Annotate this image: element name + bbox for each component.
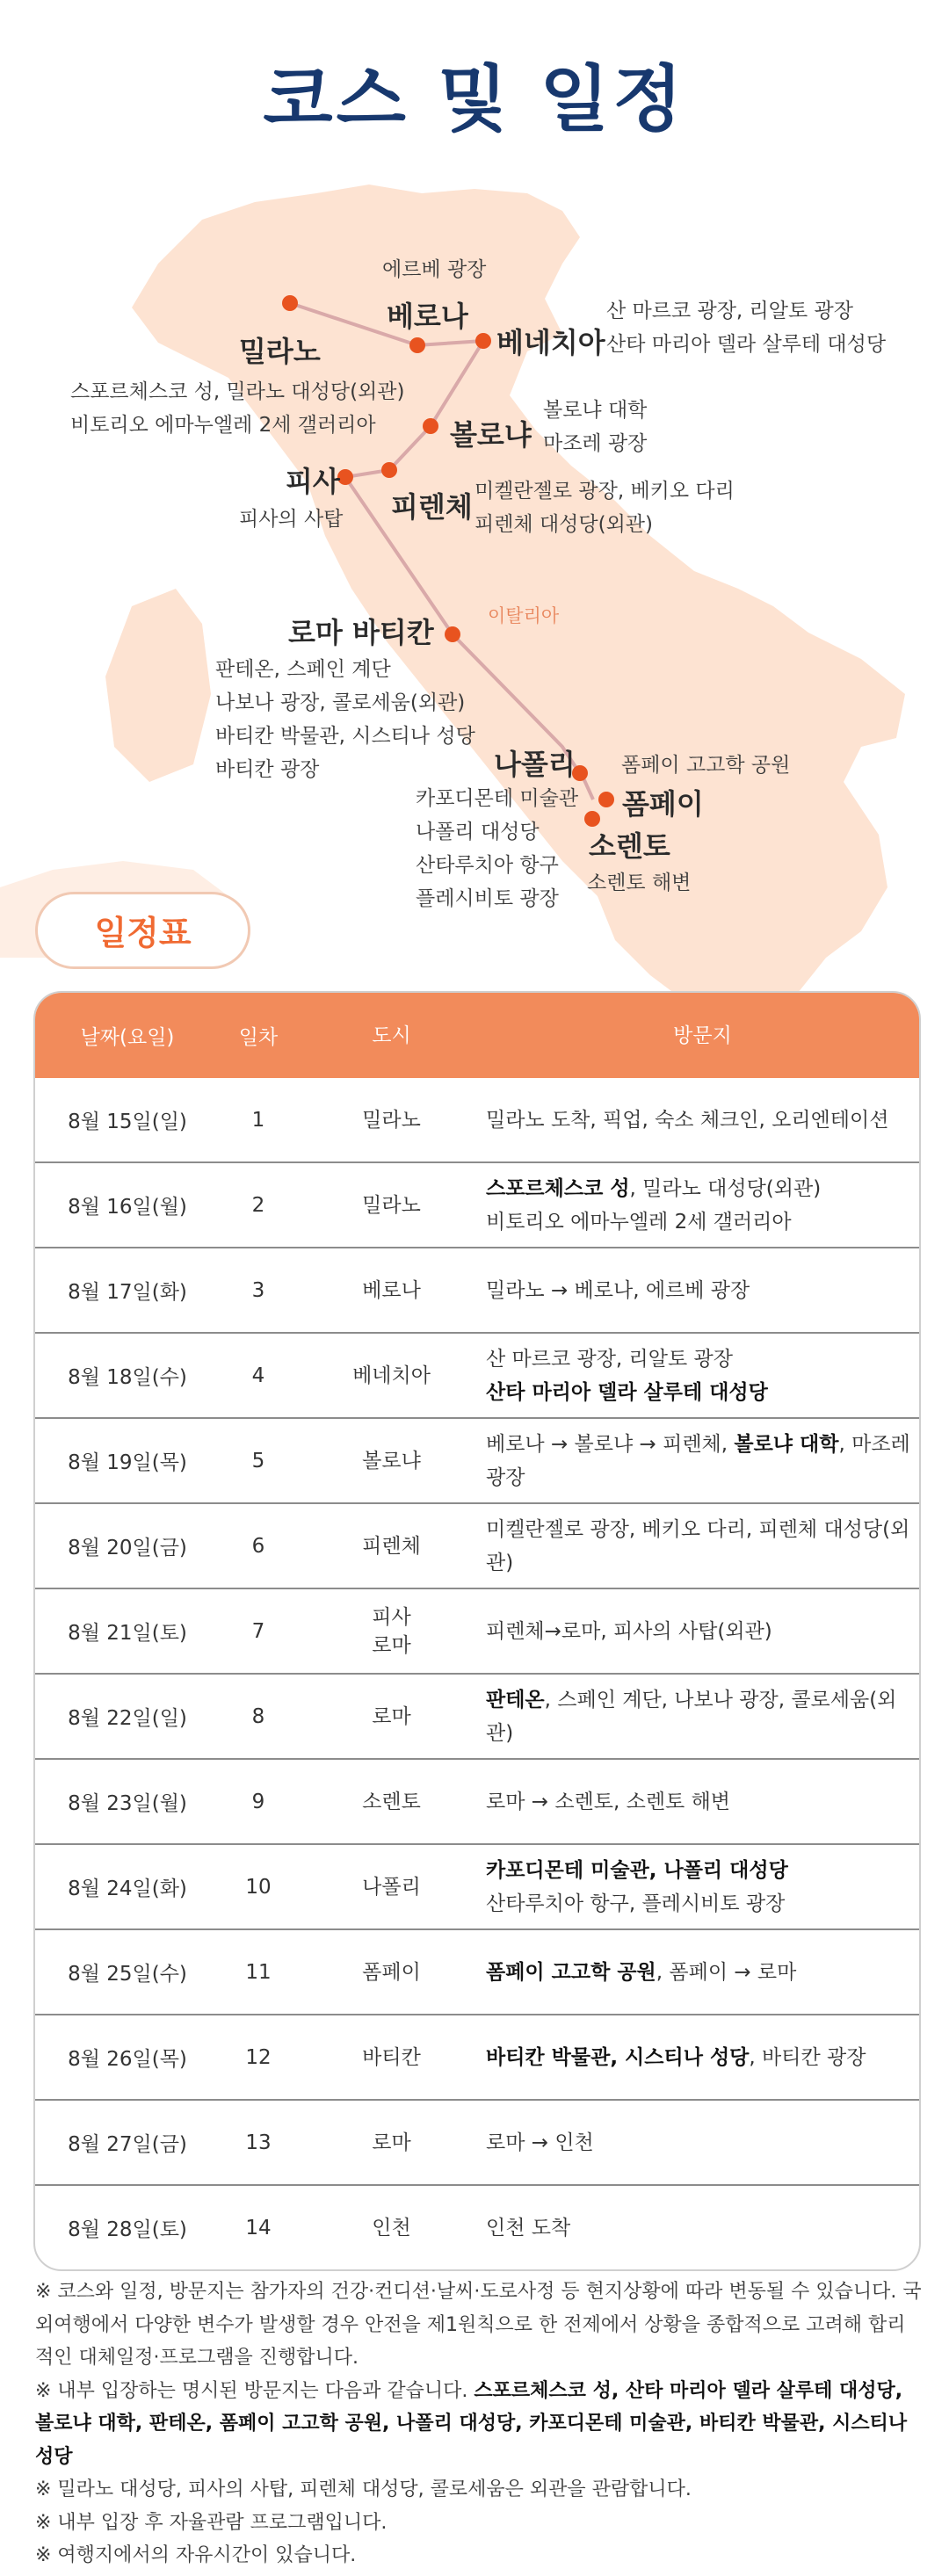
cell-city bbox=[297, 1703, 486, 1731]
note-item bbox=[35, 2375, 923, 2474]
cell-visit bbox=[486, 2211, 919, 2245]
text-run: 베로나 → 볼로냐 → 피렌체, bbox=[486, 1432, 735, 1456]
visit-line bbox=[486, 1615, 919, 1648]
cell-date: 8월 27일(금) bbox=[68, 2133, 187, 2156]
text-run: 인천 도착 bbox=[486, 2216, 571, 2240]
city-bologna: 볼로냐 bbox=[450, 418, 532, 452]
cell-date: 8월 20일(금) bbox=[68, 1537, 187, 1559]
cell-date: 8월 15일(일) bbox=[68, 1111, 187, 1133]
milan-place-1: 스포르체스코 성, 밀라노 대성당(외관) bbox=[70, 380, 405, 403]
rome-place-4: 바티칸 광장 bbox=[215, 758, 320, 781]
city-line: 로마 bbox=[372, 1704, 411, 1728]
cell-visit bbox=[486, 1854, 919, 1921]
header-visit: 방문지 bbox=[673, 1024, 732, 1047]
visit-line bbox=[486, 1956, 919, 1989]
text-run: 밀라노 → 베로나, 에르베 광장 bbox=[486, 1278, 750, 1302]
city-line: 볼로냐 bbox=[362, 1449, 421, 1473]
city-line: 베로나 bbox=[362, 1278, 421, 1302]
cell-date: 8월 21일(토) bbox=[68, 1622, 187, 1645]
cell-city bbox=[297, 1106, 486, 1134]
table-body bbox=[35, 1078, 919, 2269]
florence-place-2: 피렌체 대성당(외관) bbox=[474, 513, 654, 536]
text-run: 바티칸 박물관, 시스티나 성당 bbox=[486, 2045, 750, 2069]
cell-day: 8 bbox=[251, 1704, 265, 1728]
pompeii-place-1: 폼페이 고고학 공원 bbox=[621, 754, 791, 777]
cell-city bbox=[297, 1788, 486, 1816]
note-item bbox=[35, 2507, 923, 2540]
text-run: 카포디몬테 미술관, 나폴리 대성당 bbox=[486, 1858, 788, 1882]
cell-date: 8월 22일(일) bbox=[68, 1707, 187, 1730]
table-row bbox=[35, 1247, 919, 1332]
naples-place-2: 나폴리 대성당 bbox=[416, 821, 540, 843]
text-run: 폼페이 고고학 공원 bbox=[486, 1960, 656, 1984]
text-run: 미켈란젤로 광장, 베키오 다리, 피렌체 대성당(외관) bbox=[486, 1517, 910, 1574]
visit-line bbox=[486, 2041, 919, 2074]
city-pompeii: 폼페이 bbox=[622, 787, 704, 821]
venice-place-2: 산타 마리아 델라 살루테 대성당 bbox=[606, 333, 887, 356]
naples-place-3: 산타루치아 항구 bbox=[416, 854, 559, 877]
text-run: 산 마르코 광장, 리알토 광장 bbox=[486, 1347, 733, 1371]
visit-line bbox=[486, 1376, 919, 1409]
note-item bbox=[35, 2473, 923, 2507]
table-row bbox=[35, 1588, 919, 1673]
dot-rome bbox=[445, 626, 460, 642]
cell-visit bbox=[486, 1785, 919, 1819]
header-date: 날짜(요일) bbox=[80, 1026, 175, 1049]
cell-visit bbox=[486, 1342, 919, 1409]
verona-place-1: 에르베 광장 bbox=[382, 258, 487, 281]
bologna-place-1: 볼로냐 대학 bbox=[543, 399, 648, 422]
city-line: 폼페이 bbox=[362, 1960, 421, 1984]
cell-city bbox=[297, 1958, 486, 1986]
sardinia bbox=[105, 589, 211, 782]
visit-line bbox=[486, 1854, 919, 1887]
notes bbox=[35, 2276, 923, 2572]
page-title: 코스 및 일정 bbox=[263, 58, 686, 141]
naples-place-4: 플레시비토 광장 bbox=[416, 887, 559, 910]
city-venice: 베네치아 bbox=[496, 326, 605, 359]
text-run: ※ 여행지에서의 자유시간이 있습니다. bbox=[35, 2544, 357, 2566]
cell-date: 8월 23일(월) bbox=[68, 1792, 187, 1815]
cell-day: 5 bbox=[251, 1449, 265, 1473]
italy-map bbox=[0, 167, 949, 1002]
cell-visit bbox=[486, 1615, 919, 1648]
pisa-place-1: 피사의 사탑 bbox=[239, 508, 344, 531]
cell-date: 8월 19일(목) bbox=[68, 1451, 187, 1474]
cell-day: 12 bbox=[245, 2045, 272, 2069]
cell-date: 8월 26일(목) bbox=[68, 2048, 187, 2071]
table-row bbox=[35, 2099, 919, 2184]
table-row bbox=[35, 1673, 919, 1758]
cell-day: 3 bbox=[251, 1278, 265, 1302]
city-line: 로마 bbox=[372, 1633, 411, 1657]
text-run: , 스페인 계단, 나보나 광장, 콜로세움(외관) bbox=[486, 1688, 897, 1745]
visit-line bbox=[486, 1205, 919, 1239]
naples-place-1: 카포디몬테 미술관 bbox=[416, 787, 579, 810]
venice-place-1: 산 마르코 광장, 리알토 광장 bbox=[606, 300, 853, 322]
cell-city bbox=[297, 1277, 486, 1305]
text-run: ※ 밀라노 대성당, 피사의 사탑, 피렌체 대성당, 콜로세움은 외관을 관람합니다. bbox=[35, 2478, 692, 2500]
cell-date: 8월 17일(화) bbox=[68, 1281, 187, 1304]
cell-day: 7 bbox=[251, 1619, 265, 1643]
table-row bbox=[35, 1758, 919, 1843]
text-run: 산타 마리아 델라 살루테 대성당 bbox=[486, 1380, 768, 1404]
header-city: 도시 bbox=[372, 1024, 411, 1047]
cell-city bbox=[297, 2044, 486, 2072]
dot-bologna bbox=[423, 418, 438, 434]
table-row bbox=[35, 2014, 919, 2099]
cell-day: 10 bbox=[245, 1875, 272, 1899]
text-run: 볼로냐 대학 bbox=[734, 1432, 839, 1456]
city-pisa: 피사 bbox=[286, 465, 340, 498]
cell-city bbox=[297, 1873, 486, 1901]
header-day: 일차 bbox=[238, 1026, 279, 1049]
milan-place-2: 비토리오 에마누엘레 2세 갤러리아 bbox=[70, 414, 376, 437]
cell-visit bbox=[486, 1274, 919, 1307]
text-run: ※ 내부 입장 후 자율관람 프로그램입니다. bbox=[35, 2511, 388, 2534]
table-row bbox=[35, 1502, 919, 1588]
city-verona: 베로나 bbox=[387, 300, 468, 333]
city-sorrento: 소렌토 bbox=[589, 829, 670, 863]
text-run: ※ 코스와 일정, 방문지는 참가자의 건강·컨디션·날씨·도로사정 등 현지상황에 따라 변동될 수 있습니다. 국외여행에서 다양한 변수가 발생할 경우 안전을 제1원칙으로 한 전제에서 상황을 종합적으로 고려해 합리적인 대체일정·프로그램을 진행합니다. bbox=[35, 2281, 922, 2369]
dot-milan bbox=[282, 295, 298, 311]
cell-date: 8월 16일(월) bbox=[68, 1196, 187, 1219]
visit-line bbox=[486, 1428, 919, 1494]
text-run: 스포르체스코 성 bbox=[486, 1176, 630, 1200]
visit-line bbox=[486, 2126, 919, 2160]
text-run: 로마 → 인천 bbox=[486, 2131, 594, 2154]
table-row bbox=[35, 1078, 919, 1161]
note-item bbox=[35, 2539, 923, 2572]
table-row bbox=[35, 2184, 919, 2269]
table-row bbox=[35, 1928, 919, 2014]
visit-line bbox=[486, 1887, 919, 1921]
text-run: , 폼페이 → 로마 bbox=[656, 1960, 797, 1984]
cell-city bbox=[297, 1603, 486, 1660]
cell-day: 6 bbox=[251, 1534, 265, 1558]
visit-line bbox=[486, 2211, 919, 2245]
cell-day: 14 bbox=[245, 2216, 272, 2240]
cell-city bbox=[297, 1191, 486, 1219]
table-header bbox=[35, 993, 919, 1078]
cell-visit bbox=[486, 1428, 919, 1494]
cell-city bbox=[297, 2129, 486, 2157]
dot-florence bbox=[381, 462, 397, 478]
city-line: 인천 bbox=[372, 2216, 411, 2240]
text-run: 산타루치아 항구, 플레시비토 광장 bbox=[486, 1892, 786, 1915]
text-run: 밀라노 도착, 픽업, 숙소 체크인, 오리엔테이션 bbox=[486, 1108, 889, 1132]
cell-day: 2 bbox=[251, 1193, 265, 1217]
city-rome-vatican: 로마 바티칸 bbox=[288, 616, 434, 649]
country-label: 이탈리아 bbox=[488, 605, 560, 626]
note-item bbox=[35, 2276, 923, 2375]
text-run: , 밀라노 대성당(외관) bbox=[629, 1176, 822, 1200]
text-run: 판테온 bbox=[486, 1688, 545, 1711]
city-line: 피사 bbox=[372, 1605, 411, 1629]
dot-pompeii bbox=[598, 792, 614, 807]
cell-date: 8월 18일(수) bbox=[68, 1366, 187, 1389]
city-line: 밀라노 bbox=[362, 1193, 421, 1217]
text-run: 비토리오 에마누엘레 2세 갤러리아 bbox=[486, 1210, 792, 1234]
text-run: 피렌체→로마, 피사의 사탑(외관) bbox=[486, 1619, 772, 1643]
city-milan: 밀라노 bbox=[239, 335, 321, 368]
cell-city bbox=[297, 1447, 486, 1475]
visit-line bbox=[486, 1785, 919, 1819]
cell-city bbox=[297, 2214, 486, 2242]
text-run: ※ 내부 입장하는 명시된 방문지는 다음과 같습니다. bbox=[35, 2379, 474, 2402]
visit-line bbox=[486, 1274, 919, 1307]
cell-visit bbox=[486, 1956, 919, 1989]
cell-date: 8월 25일(수) bbox=[68, 1963, 187, 1986]
cell-day: 9 bbox=[251, 1790, 265, 1813]
cell-date: 8월 24일(화) bbox=[68, 1878, 187, 1900]
visit-line bbox=[486, 1513, 919, 1580]
cell-city bbox=[297, 1532, 486, 1560]
text-run: , 바티칸 광장 bbox=[749, 2045, 866, 2069]
text-run: 스포르체스코 성, 산타 마리아 델라 살루테 대성당, 볼로냐 대학, 판테온, 폼페이 고고학 공원, 나폴리 대성당, 카포디몬테 미술관, 바티칸 박물관, 시스티나 성당 bbox=[35, 2379, 908, 2468]
schedule-table bbox=[33, 991, 921, 2271]
rome-place-2: 나보나 광장, 콜로세움(외관) bbox=[215, 691, 466, 714]
dot-verona bbox=[409, 337, 425, 353]
table-row bbox=[35, 1417, 919, 1502]
florence-place-1: 미켈란젤로 광장, 베키오 다리 bbox=[474, 480, 735, 503]
cell-visit bbox=[486, 2041, 919, 2074]
cell-city bbox=[297, 1362, 486, 1390]
visit-line bbox=[486, 1342, 919, 1376]
city-line: 소렌토 bbox=[362, 1790, 421, 1813]
text-run: , 마조레 광장 bbox=[486, 1432, 910, 1489]
city-line: 로마 bbox=[372, 2131, 411, 2154]
cell-visit bbox=[486, 1172, 919, 1239]
cell-day: 1 bbox=[251, 1108, 265, 1132]
cell-visit bbox=[486, 1103, 919, 1137]
table-row bbox=[35, 1332, 919, 1417]
cell-day: 11 bbox=[245, 1960, 272, 1984]
visit-line bbox=[486, 1103, 919, 1137]
city-line: 밀라노 bbox=[362, 1108, 421, 1132]
cell-date: 8월 28일(토) bbox=[68, 2218, 187, 2241]
cell-day: 13 bbox=[245, 2131, 272, 2154]
cell-visit bbox=[486, 2126, 919, 2160]
city-line: 피렌체 bbox=[362, 1534, 421, 1558]
bologna-place-2: 마조레 광장 bbox=[543, 432, 648, 455]
rome-place-3: 바티칸 박물관, 시스티나 성당 bbox=[215, 725, 475, 748]
sorrento-place-1: 소렌토 해변 bbox=[587, 872, 692, 894]
dot-venice bbox=[475, 333, 491, 349]
city-line: 베네치아 bbox=[352, 1364, 431, 1387]
text-run: 로마 → 소렌토, 소렌토 해변 bbox=[486, 1790, 731, 1813]
cell-visit bbox=[486, 1513, 919, 1580]
cell-day: 4 bbox=[251, 1364, 265, 1387]
city-line: 바티칸 bbox=[362, 2045, 421, 2069]
table-row bbox=[35, 1161, 919, 1247]
city-florence: 피렌체 bbox=[391, 490, 473, 524]
visit-line bbox=[486, 1683, 919, 1750]
visit-line bbox=[486, 1172, 919, 1205]
city-naples: 나폴리 bbox=[494, 748, 576, 781]
schedule-label: 일정표 bbox=[35, 892, 250, 969]
table-row bbox=[35, 1843, 919, 1928]
city-line: 나폴리 bbox=[362, 1875, 421, 1899]
rome-place-1: 판테온, 스페인 계단 bbox=[215, 658, 391, 681]
cell-visit bbox=[486, 1683, 919, 1750]
